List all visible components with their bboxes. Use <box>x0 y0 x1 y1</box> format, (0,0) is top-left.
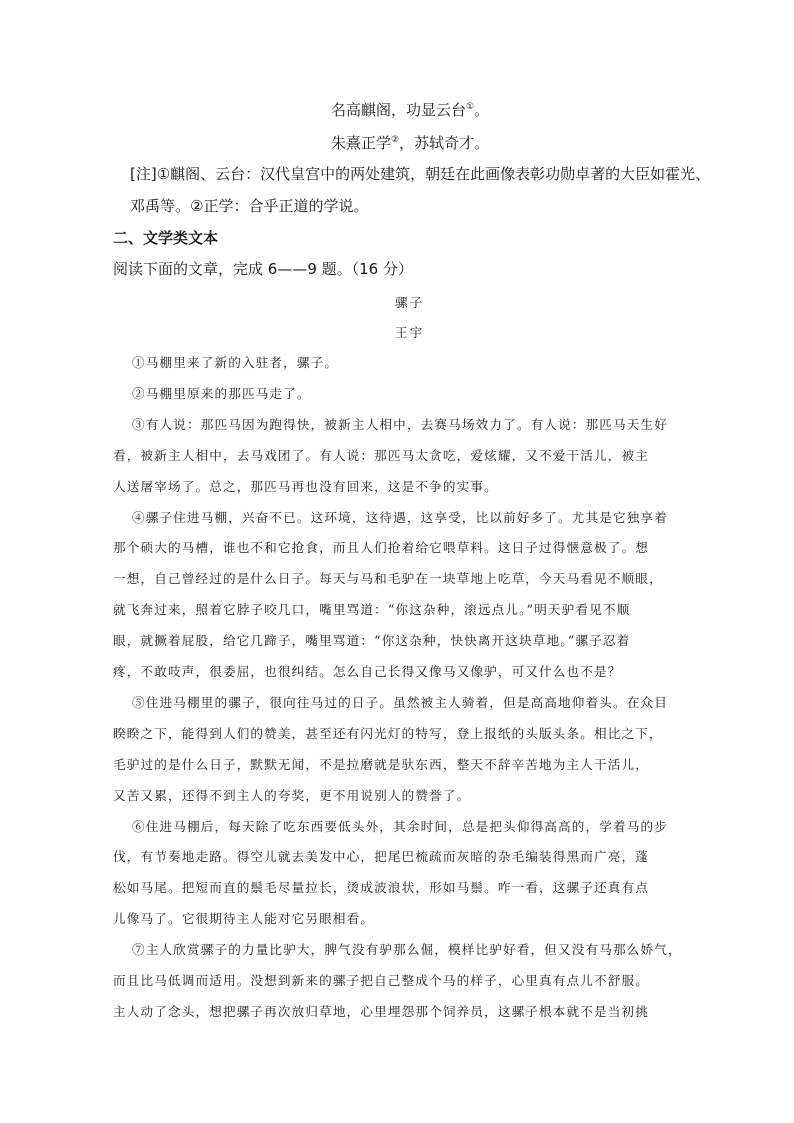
story-line: 主人动了念头，想把骡子再次放归草地，心里埋怨那个饲养员，这骡子根本就不是当初挑 <box>113 1003 650 1019</box>
section-instruction: 阅读下面的文章，完成 6——9 题。（16 分） <box>113 260 413 278</box>
story-line: 儿像马了。它很期待主人能对它另眼相看。 <box>113 911 375 927</box>
story-line: 疼，不敢吱声，很委屈，也很纠结。怎么自己长得又像马又像驴，可又什么也不是？ <box>113 664 622 679</box>
story-line: ④骡子住进马棚，兴奋不已。这环境，这待遇，这享受，比以前好多了。尤其是它独享着 <box>132 509 669 525</box>
story-line: 眼，就撅着屁股，给它几蹄子，嘴里骂道：“你这杂种，快快离开这块草地。”骡子忍着 <box>113 633 631 649</box>
story-line: 那个硕大的马槽，谁也不和它抢食，而且人们抢着给它喂草料。这日子过得惬意极了。想 <box>113 540 650 556</box>
story-line: ②马棚里原来的那匹马走了。 <box>132 385 311 401</box>
footnote-marker-1: ① <box>466 102 475 112</box>
poem-line-1-end: 。 <box>474 101 490 119</box>
story-line: ⑤住进马棚里的骡子，很向往马过的日子。虽然被主人骑着，但是高高地仰着头。在众目 <box>132 694 669 710</box>
story-line: 一想，自己曾经过的是什么日子。每天与马和毛驴在一块草地上吃草，今天马看见不顺眼， <box>113 571 663 587</box>
poem-line-2-text: 朱熹正学 <box>331 134 392 152</box>
poem-line-1-text: 名高麒阁，功显云台 <box>331 101 467 119</box>
story-line: 伐，有节奏地走路。得空儿就去美发中心，把尾巴梳疏而灰暗的杂毛编装得黑而广亮，蓬 <box>113 849 650 865</box>
story-author: 王宇 <box>395 325 425 340</box>
story-line: 而且比马低调而适用。没想到新来的骡子把自己整成个马的样子，心里真有点儿不舒服。 <box>113 973 650 988</box>
note-line-1: [注]①麒阁、云台：汉代皇宫中的两处建筑，朝廷在此画像表彰功勋卓著的大臣如霍光、 <box>130 165 711 183</box>
story-title: 骡子 <box>395 295 425 310</box>
story-line: ⑥住进马棚后，每天除了吃东西要低头外，其余时间，总是把头仰得高高的，学着马的步 <box>132 818 669 834</box>
story-line: 松如马尾。把短而直的鬃毛尽量拉长，烫成波浪状，形如马鬃。咋一看，这骡子还真有点 <box>113 880 650 896</box>
section-heading: 二、文学类文本 <box>113 229 219 247</box>
story-line: 毛驴过的是什么日子，默默无闻，不是拉磨就是驮东西，整天不辞辛苦地为主人干活儿， <box>113 756 650 772</box>
story-line: 看，被新主人相中，去马戏团了。有人说：那匹马太贪吃，爱炫耀，又不爱干活儿，被主 <box>113 447 650 463</box>
poem-line-1 <box>331 99 489 120</box>
story-line: 又苦又累，还得不到主人的夸奖，更不用说别人的赞誉了。 <box>113 787 471 803</box>
footnote-marker-2: ② <box>391 135 400 145</box>
story-line: 人送屠宰场了。总之，那匹马再也没有回来，这是不争的实事。 <box>113 478 498 494</box>
story-line: ⑦主人欣赏骡子的力量比驴大，脾气没有驴那么倔，模样比驴好看，但又没有马那么娇气， <box>132 942 682 958</box>
story-line: ③有人说：那匹马因为跑得快，被新主人相中，去赛马场效力了。有人说：那匹马天生好 <box>132 416 669 432</box>
story-line: ①马棚里来了新的入驻者，骡子。 <box>132 355 339 370</box>
note-line-2: 邓禹等。②正学：合乎正道的学说。 <box>130 197 369 215</box>
story-line: 就飞奔过来，照着它脖子咬几口，嘴里骂道：“你这杂种，滚远点儿。”明天驴看见不顺 <box>113 602 631 618</box>
poem-line-2 <box>331 132 489 153</box>
poem-line-2-end: ，苏轼奇才。 <box>399 134 490 152</box>
story-line: 睽睽之下，能得到人们的赞美，甚至还有闪光灯的特写，登上报纸的头版头条。相比之下， <box>113 725 663 741</box>
